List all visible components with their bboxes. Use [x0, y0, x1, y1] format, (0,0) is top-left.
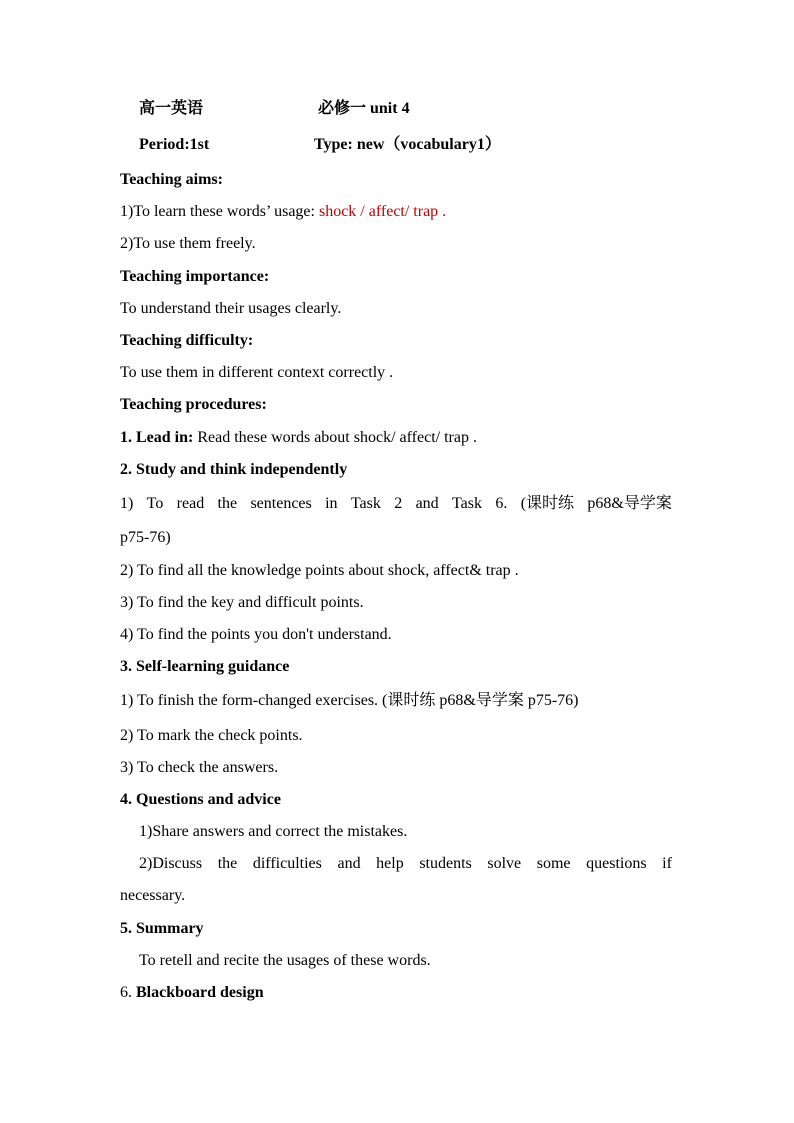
header-book-unit: 必修一 unit 4: [318, 100, 410, 117]
section-2-item-2: 2) To find all the knowledge points about shock, affect& trap .: [120, 562, 519, 579]
section-2-item-1-cont: p75-76): [120, 529, 171, 546]
s4-item2-word: if: [662, 855, 672, 872]
aims-heading: Teaching aims:: [120, 171, 223, 188]
s4-item2-word: and: [337, 855, 361, 872]
section-2-item-4: 4) To find the points you don't understand.: [120, 626, 392, 643]
s2-item1-word: sentences: [250, 495, 312, 512]
s4-item2-word: the: [217, 855, 238, 872]
section-4-item-1: 1)Share answers and correct the mistakes.: [139, 823, 408, 840]
s2-item1-word: p68&导学案: [587, 495, 672, 512]
aims-item-2: 2)To use them freely.: [120, 235, 256, 252]
section-6: [120, 983, 264, 1003]
section-1-title: 1. Lead in:: [120, 429, 194, 446]
s2-item1-word: in: [325, 495, 338, 512]
header-period: Period:1st: [139, 136, 210, 153]
section-5-title: 5. Summary: [120, 920, 204, 937]
aims-item-1-text: 1)To learn these words’ usage:: [120, 203, 319, 220]
section-4-item-2-cont: necessary.: [120, 887, 186, 904]
s4-item2-word: some: [536, 855, 571, 872]
procedures-heading: Teaching procedures:: [120, 396, 267, 413]
s4-item2-word: help: [376, 855, 404, 872]
s4-item2-word: questions: [586, 855, 647, 872]
s2-item1-word: the: [217, 495, 238, 512]
s2-item1-word: and: [415, 495, 439, 512]
s2-item1-word: To: [146, 495, 164, 512]
section-1-text: Read these words about shock/ affect/ trap .: [193, 429, 477, 446]
s4-item2-word: solve: [487, 855, 522, 872]
section-6-title: Blackboard design: [136, 984, 264, 1001]
s2-item1-word: (课时练: [520, 495, 575, 512]
section-5-text: To retell and recite the usages of these words.: [139, 952, 431, 969]
section-4-title: 4. Questions and advice: [120, 791, 281, 808]
section-4-item-2: [139, 854, 672, 874]
s2-item1-word: Task: [452, 495, 482, 512]
s4-item2-word: difficulties: [252, 855, 322, 872]
difficulty-heading: Teaching difficulty:: [120, 332, 254, 349]
s2-item1-word: Task: [350, 495, 381, 512]
s4-item2-word: 2)Discuss: [139, 855, 203, 872]
s2-item1-word: 6.: [495, 495, 508, 512]
aims-item-1-words: shock / affect/ trap .: [318, 203, 447, 220]
s4-item2-word: students: [419, 855, 472, 872]
header-subject: 高一英语: [139, 100, 204, 117]
section-1: [120, 428, 477, 448]
difficulty-text: To use them in different context correctly .: [120, 364, 394, 381]
section-3-item-1: 1) To finish the form-changed exercises. (课时练 p68&导学案 p75-76): [120, 692, 579, 709]
s2-item1-word: 1): [120, 495, 134, 512]
header-type: Type: new（vocabulary1）: [314, 136, 501, 153]
section-3-item-3: 3) To check the answers.: [120, 759, 279, 776]
s2-item1-word: 2: [394, 495, 403, 512]
section-6-number: 6.: [120, 984, 136, 1001]
importance-heading: Teaching importance:: [120, 268, 270, 285]
s2-item1-word: read: [176, 495, 205, 512]
section-3-title: 3. Self-learning guidance: [120, 658, 290, 675]
aims-item-1: [120, 202, 446, 222]
importance-text: To understand their usages clearly.: [120, 300, 342, 317]
section-3-item-2: 2) To mark the check points.: [120, 727, 303, 744]
section-2-title: 2. Study and think independently: [120, 461, 348, 478]
section-2-item-3: 3) To find the key and difficult points.: [120, 594, 364, 611]
section-2-item-1: [120, 494, 672, 514]
